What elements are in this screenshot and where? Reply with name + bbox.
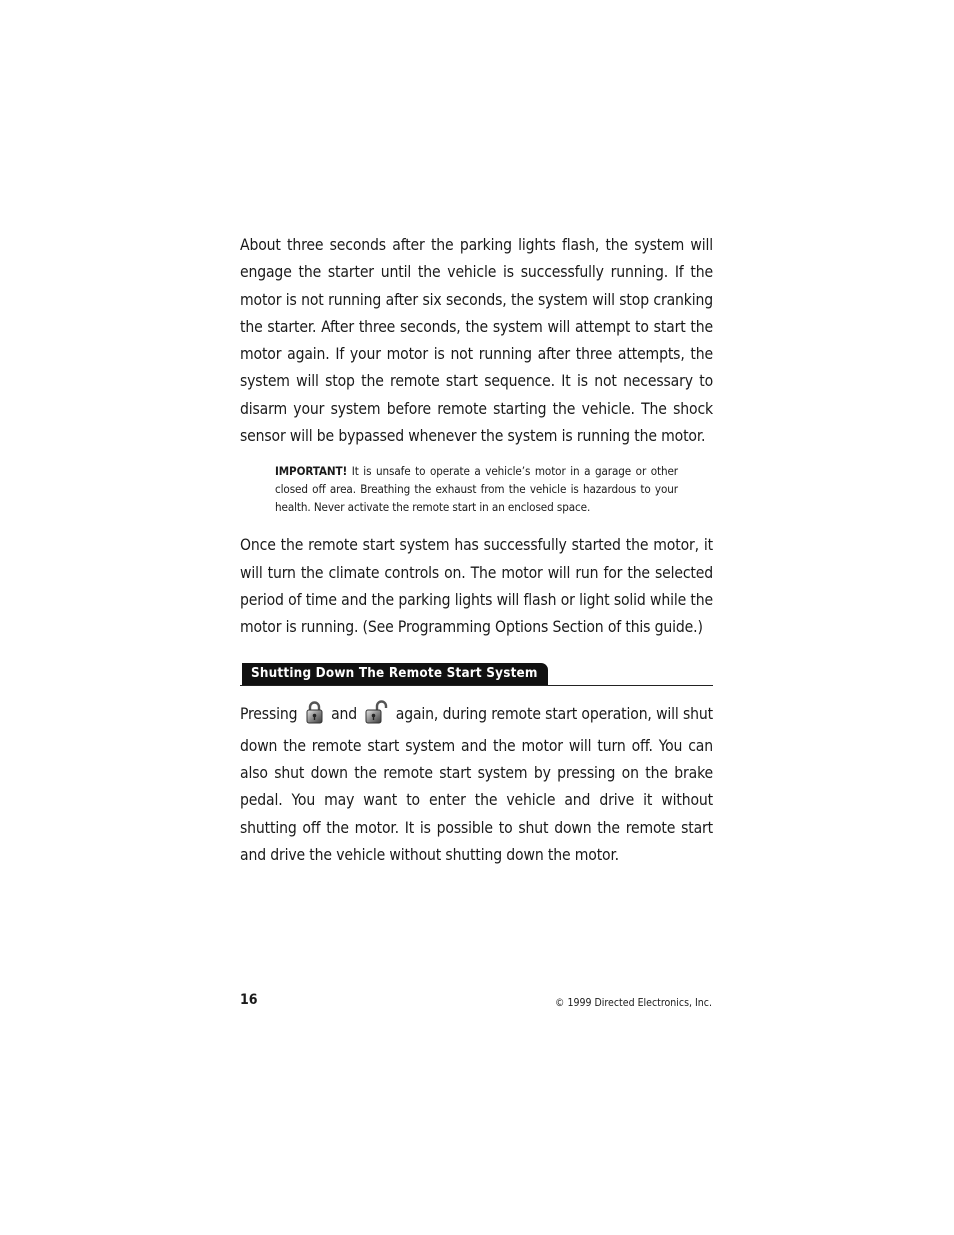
page-content: [240, 232, 713, 869]
page-number: 16: [240, 992, 258, 1008]
paragraph-remote-start-sequence: About three seconds after the parking lights flash, the system will engage the starter until the vehicle is successfully running. If the motor is not running after six seconds, the system will stop cranking the starter. After three seconds, the system will attempt to start the motor again. If your motor is not running after three attempts, the system will stop the remote start sequence. It is not necessary to disarm your system before remote starting the vehicle. The shock sensor will be bypassed whenever the system is running the motor.: [240, 236, 713, 446]
section-header: [240, 663, 713, 686]
text-shutdown-instructions: again, during remote start operation, will shut down the remote start system and the motor will turn off. You can also shut down the remote start system by pressing on the brake pedal. You may want to enter the vehicle and drive it without shutting off the motor. It is possible to shut down the remote start and drive the vehicle without shutting down the motor.: [240, 704, 713, 865]
copyright-notice: © 1999 Directed Electronics, Inc.: [555, 997, 712, 1009]
unlock-icon: [364, 700, 388, 733]
important-label: IMPORTANT!: [275, 464, 348, 479]
paragraph-climate-controls: Once the remote start system has successfully started the motor, it will turn the climate controls on. The motor will run for the selected period of time and the parking lights will flash or light solid while the motor is running. (See Programming Options Section of this guide.): [240, 536, 713, 637]
text-and: and: [331, 704, 358, 723]
text-pressing: Pressing: [240, 704, 298, 723]
important-notice: [275, 462, 678, 516]
lock-icon: [305, 700, 324, 733]
section-title: Shutting Down The Remote Start System: [242, 663, 548, 685]
important-text: It is unsafe to operate a vehicle’s motor in a garage or other closed off area. Breathing the exhaust from the vehicle is hazardous to your health. Never activate the remote start in an enclosed space.: [275, 464, 678, 515]
paragraph-shutting-down: [240, 700, 713, 870]
